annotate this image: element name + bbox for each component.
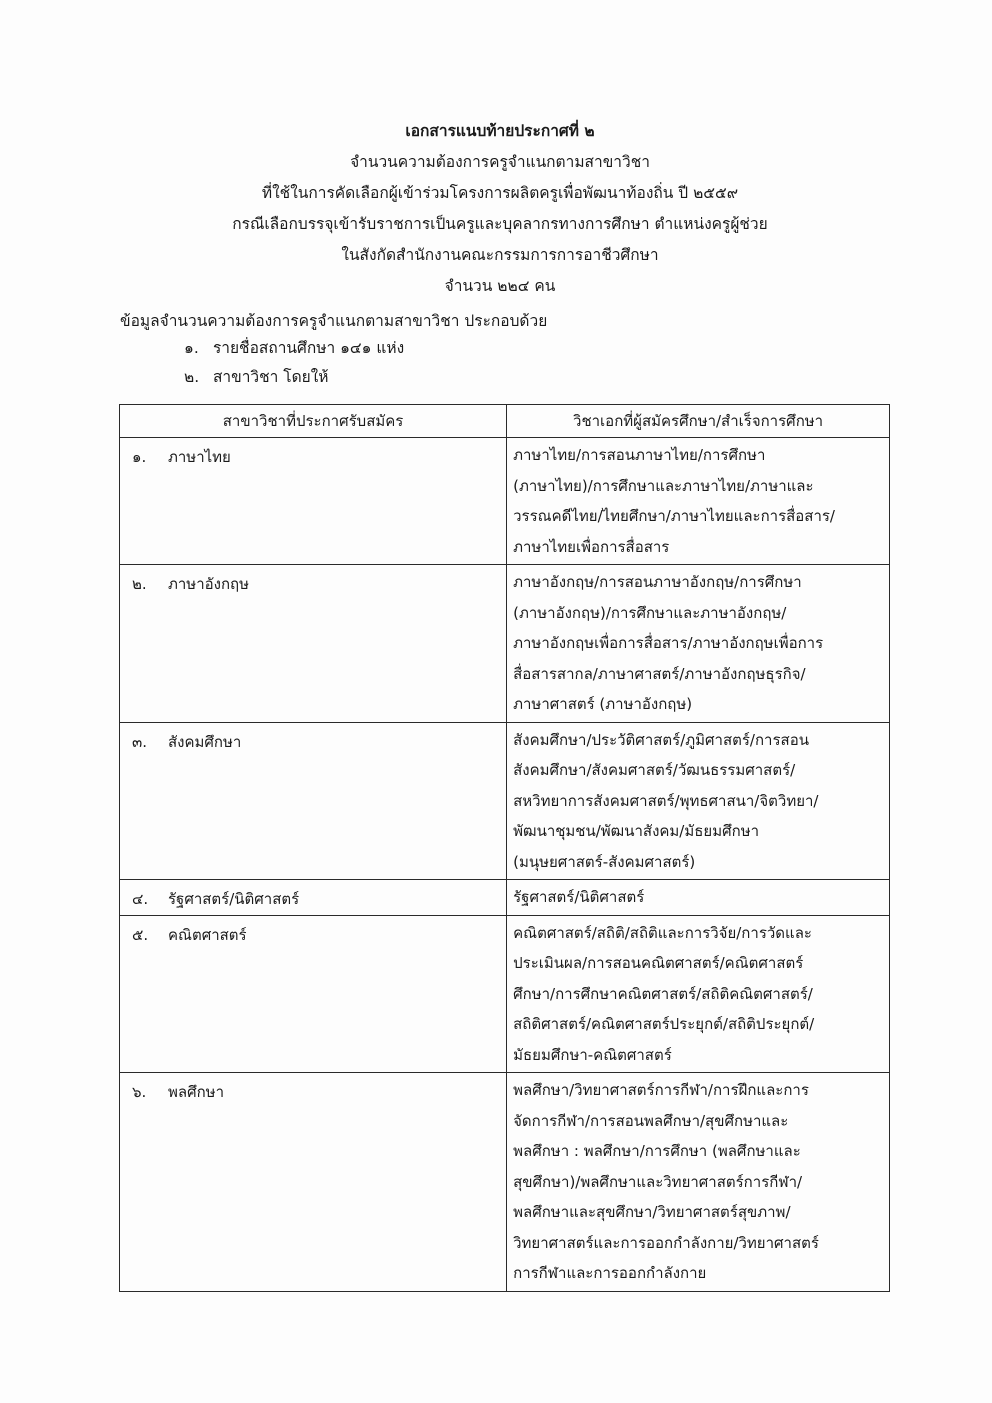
major-line: (มนุษยศาสตร์-สังคมศาสตร์) (513, 852, 696, 871)
table-row (120, 565, 890, 723)
major-line: พลศึกษา/วิทยาศาสตร์การกีฬา/การฝึกและการ (513, 1081, 809, 1099)
major-line: สหวิทยาการสังคมศาสตร์/พุทธศาสนา/จิตวิทยา/ (513, 791, 819, 810)
table-row (120, 722, 890, 880)
majors-cell (507, 915, 890, 1073)
intro-item-text: รายชื่อสถานศึกษา ๑๔๑ แห่ง (212, 339, 405, 357)
major-line: ศึกษา/การศึกษาคณิตศาสตร์/สถิติคณิตศาสตร์/ (513, 984, 813, 1003)
major-line: วรรณคดีไทย/ไทยศึกษา/ภาษาไทยและการสื่อสาร/ (513, 507, 835, 525)
document-header (150, 116, 850, 302)
subject-name: รัฐศาสตร์/นิติศาสตร์ (168, 890, 300, 908)
intro-lead: ข้อมูลจำนวนความต้องการครูจำแนกตามสาขาวิชา ประกอบด้วย (120, 312, 548, 330)
major-line: พลศึกษาและสุขศึกษา/วิทยาศาสตร์สุขภาพ/ (513, 1203, 791, 1221)
major-line: ภาษาไทย/การสอนภาษาไทย/การศึกษา (513, 446, 766, 464)
subject-name: พลศึกษา (168, 1083, 224, 1101)
intro-item-number: ๒. (184, 368, 200, 386)
major-line: รัฐศาสตร์/นิติศาสตร์ (513, 888, 645, 906)
majors-cell (507, 722, 890, 880)
major-line: ภาษาอังกฤษ/การสอนภาษาอังกฤษ/การศึกษา (513, 573, 802, 591)
major-line: (ภาษาอังกฤษ)/การศึกษาและภาษาอังกฤษ/ (513, 603, 787, 622)
major-line: วิทยาศาสตร์และการออกกำลังกาย/วิทยาศาสตร์ (513, 1233, 819, 1252)
subject-cell (120, 722, 507, 880)
subject-cell (120, 1073, 507, 1292)
major-line: สุขศึกษา)/พลศึกษาและวิทยาศาสตร์การกีฬา/ (513, 1172, 803, 1191)
major-line: จัดการกีฬา/การสอนพลศึกษา/สุขศึกษาและ (513, 1111, 789, 1130)
subject-name: ภาษาอังกฤษ (168, 575, 250, 593)
subject-cell (120, 915, 507, 1073)
intro-item (120, 363, 880, 392)
intro-item-text: สาขาวิชา โดยให้ (212, 368, 329, 386)
header-line-4: กรณีเลือกบรรจุเข้ารับราชการเป็นครูและบุคลากรทางการศึกษา ตำแหน่งครูผู้ช่วย (232, 215, 768, 233)
major-line: ภาษาศาสตร์ (ภาษาอังกฤษ) (513, 695, 693, 713)
column-header-majors: วิชาเอกที่ผู้สมัครศึกษา/สำเร็จการศึกษา (507, 405, 890, 438)
subject-name: ภาษาไทย (168, 448, 231, 466)
subject-name: สังคมศึกษา (168, 732, 242, 751)
table-header-row (120, 405, 890, 438)
intro-section (120, 308, 880, 392)
table-row (120, 1073, 890, 1292)
major-line: ภาษาอังกฤษเพื่อการสื่อสาร/ภาษาอังกฤษเพื่อการ (513, 634, 824, 652)
major-line: สถิติศาสตร์/คณิตศาสตร์ประยุกต์/สถิติประยุกต์/ (513, 1015, 815, 1033)
major-line: ประเมินผล/การสอนคณิตศาสตร์/คณิตศาสตร์ (513, 954, 804, 972)
major-line: การกีฬาและการออกกำลังกาย (513, 1264, 707, 1282)
intro-item-number: ๑. (184, 339, 199, 357)
table-body (120, 438, 890, 1292)
major-line: คณิตศาสตร์/สถิติ/สถิติและการวิจัย/การวัดและ (513, 923, 812, 942)
major-line: สังคมศึกษา/ประวัติศาสตร์/ภูมิศาสตร์/การสอน (513, 730, 809, 749)
header-line-3: ที่ใช้ในการคัดเลือกผู้เข้าร่วมโครงการผลิตครูเพื่อพัฒนาท้องถิ่น ปี ๒๕๕๙ (261, 184, 739, 202)
majors-cell (507, 438, 890, 565)
row-number: ๖. (132, 1083, 147, 1101)
majors-cell (507, 1073, 890, 1292)
column-header-subject: สาขาวิชาที่ประกาศรับสมัคร (120, 405, 507, 438)
subjects-table (119, 404, 890, 1292)
table-row (120, 438, 890, 565)
majors-cell (507, 880, 890, 916)
header-line-5: ในสังกัดสำนักงานคณะกรรมการการอาชีวศึกษา (341, 246, 659, 264)
major-line: สังคมศึกษา/สังคมศาสตร์/วัฒนธรรมศาสตร์/ (513, 761, 796, 779)
major-line: พลศึกษา : พลศึกษา/การศึกษา (พลศึกษาและ (513, 1142, 801, 1160)
table-row (120, 915, 890, 1073)
subject-cell (120, 565, 507, 723)
row-number: ๒. (132, 575, 147, 593)
majors-cell (507, 565, 890, 723)
major-line: สื่อสารสากล/ภาษาศาสตร์/ภาษาอังกฤษธุรกิจ/ (513, 664, 806, 683)
document-title: เอกสารแนบท้ายประกาศที่ ๒ (405, 122, 595, 140)
subject-cell (120, 880, 507, 916)
major-line: ภาษาไทยเพื่อการสื่อสาร (513, 537, 670, 556)
table-row (120, 880, 890, 916)
row-number: ๔. (132, 890, 149, 908)
row-number: ๕. (132, 925, 149, 944)
major-line: (ภาษาไทย)/การศึกษาและภาษาไทย/ภาษาและ (513, 476, 814, 495)
header-line-6: จำนวน ๒๒๔ คน (444, 277, 556, 295)
row-number: ๓. (132, 732, 148, 751)
major-line: พัฒนาชุมชน/พัฒนาสังคม/มัธยมศึกษา (513, 822, 759, 840)
subject-cell (120, 438, 507, 565)
intro-item (120, 334, 880, 363)
major-line: มัธยมศึกษา-คณิตศาสตร์ (513, 1045, 672, 1064)
header-line-2: จำนวนความต้องการครูจำแนกตามสาขาวิชา (350, 153, 650, 171)
row-number: ๑. (132, 448, 147, 466)
subject-name: คณิตศาสตร์ (168, 925, 247, 944)
